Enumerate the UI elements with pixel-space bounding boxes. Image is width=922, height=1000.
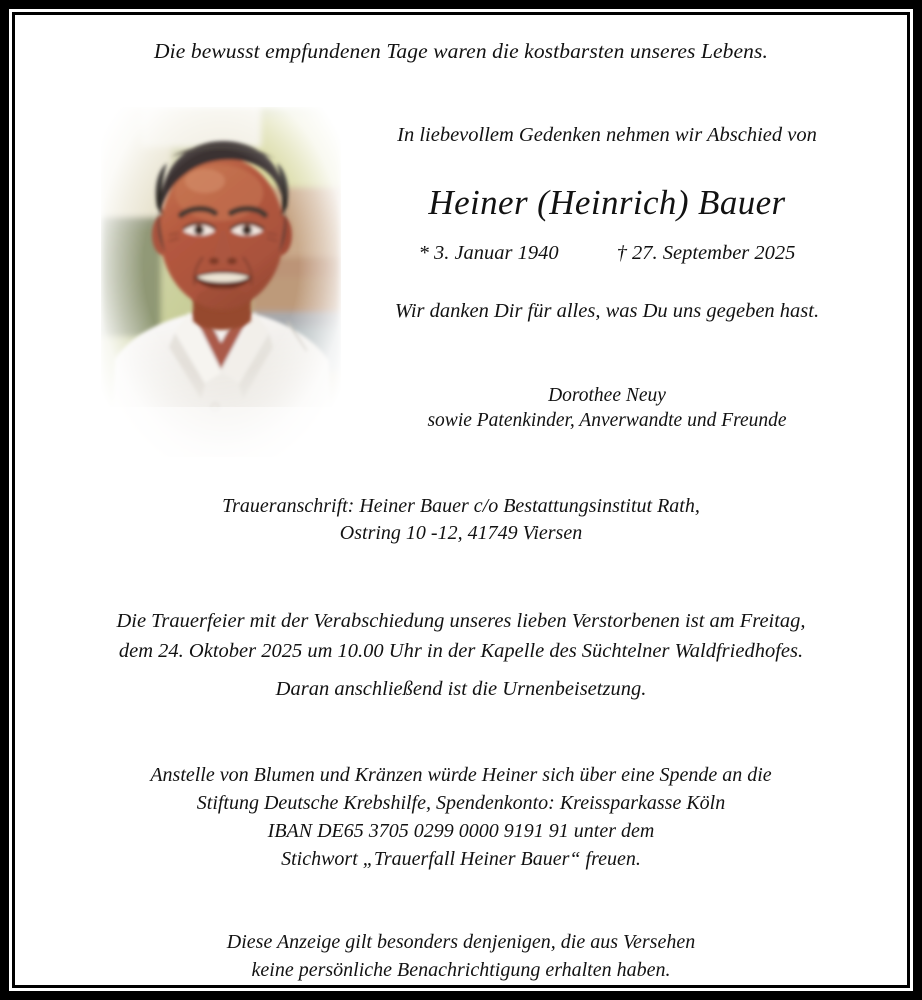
closing-notice (75, 928, 847, 984)
donation-line-1: Anstelle von Blumen und Kränzen würde Heiner sich über eine Spende an die (150, 764, 772, 786)
deceased-name: Heiner (Heinrich) Bauer (428, 183, 786, 222)
birth-date: * 3. Januar 1940 (418, 242, 559, 264)
life-dates (325, 240, 889, 266)
address-line-2: Ostring 10 -12, 41749 Viersen (339, 522, 583, 544)
ceremony-spacer (51, 666, 871, 674)
donation-iban: IBAN DE65 3705 0299 0000 9191 91 unter dem (267, 820, 655, 842)
donation-line-2: Stiftung Deutsche Krebshilfe, Spendenkonto: Kreissparkasse Köln (196, 792, 726, 814)
donation-keyword: Stichwort „Trauerfall Heiner Bauer“ freuen. (281, 848, 641, 870)
portrait-photo (101, 107, 341, 457)
ceremony-line-3: Daran anschließend ist die Urnenbeisetzung. (275, 678, 647, 700)
frame-inner-rule (12, 12, 910, 988)
motto-text: Die bewusst empfundenen Tage waren die kostbarsten unseres Lebens. (154, 39, 768, 63)
address-line-1: Traueranschrift: Heiner Bauer c/o Bestattungsinstitut Rath, (222, 495, 700, 517)
notice-content-area (15, 15, 907, 985)
survivors-block (325, 383, 889, 433)
portrait-photo-image (101, 107, 341, 457)
ceremony-details (51, 606, 871, 704)
closing-line-2: keine persönliche Benachrichtigung erhalten haben. (251, 959, 671, 981)
frame-outer-border (9, 9, 913, 991)
ceremony-line-2: dem 24. Oktober 2025 um 10.00 Uhr in der Kapelle des Süchtelner Waldfriedhofes. (118, 640, 804, 662)
survivor-secondary: sowie Patenkinder, Anverwandte und Freunde (427, 410, 787, 431)
survivor-primary: Dorothee Neuy (548, 385, 666, 406)
donation-request (65, 761, 857, 873)
ceremony-line-1: Die Trauerfeier mit der Verabschiedung unseres lieben Verstorbenen ist am Freitag, (116, 610, 806, 632)
lead-text: In liebevollem Gedenken nehmen wir Abschied von (397, 124, 817, 146)
thanks-text: Wir danken Dir für alles, was Du uns gegeben hast. (394, 300, 820, 322)
closing-line-1: Diese Anzeige gilt besonders denjenigen, die aus Versehen (226, 931, 696, 953)
death-date: † 27. September 2025 (616, 242, 796, 264)
mourning-address (65, 493, 857, 547)
